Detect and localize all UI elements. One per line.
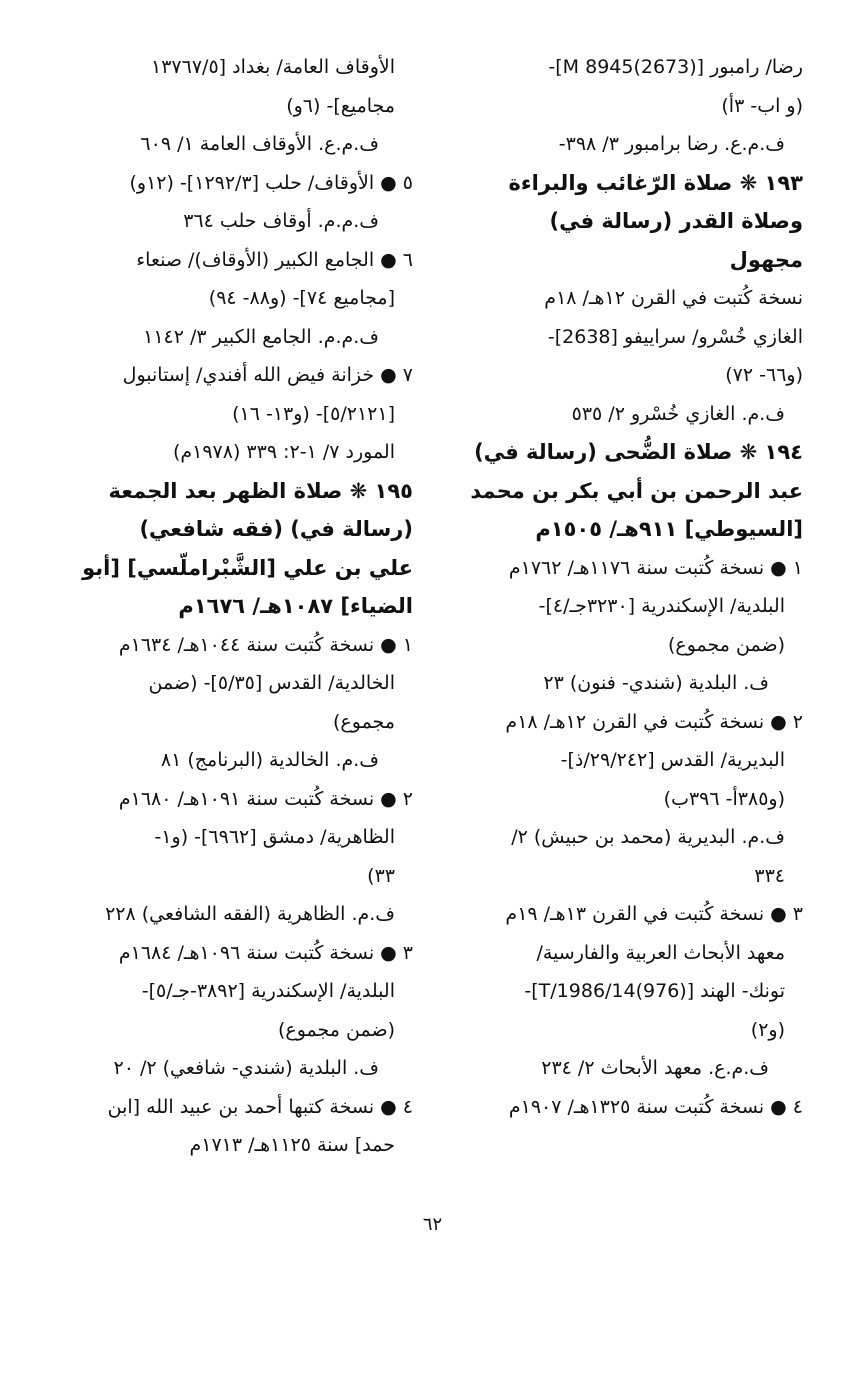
text-line: ف.م. الغازي خُسْرو ٢/ ٥٣٥: [571, 402, 785, 425]
text-line: الأوقاف العامة/ بغداد [١٣٧٦٧/٥: [151, 56, 395, 78]
entry-heading-line: [السيوطي] ٩١١هـ/ ١٥٠٥م: [535, 517, 803, 541]
text-line: مجاميع]- (٦و): [286, 94, 395, 117]
text-line: ٤ ● نسخة كُتبت سنة ١٣٢٥هـ/ ١٩٠٧م: [508, 1095, 803, 1118]
entry-heading-line: (رسالة في) (فقه شافعي): [139, 517, 413, 541]
text-line: ف. البلدية (شندي- فنون) ٢٣: [543, 672, 769, 694]
text-line: (و٦٦- ٧٢): [725, 364, 803, 386]
text-line: ف.م. البديرية (محمد بن حبيش) ٢/: [511, 826, 785, 848]
text-line: ٣ ● نسخة كُتبت في القرن ١٣هـ/ ١٩م: [505, 903, 803, 925]
text-line: ٣٣): [367, 864, 395, 887]
text-line: ٧ ● خزانة فيض الله أفندي/ إستانبول: [122, 364, 413, 386]
text-line: معهد الأبحاث العربية والفارسية/: [536, 941, 785, 964]
text-line: الخالدية/ القدس [٥/٣٥]- (ضمن: [148, 672, 395, 694]
text-line: [٥/٢١٢١]- (و١٣- ١٦): [232, 402, 395, 425]
text-line: (و اب- ٣أ): [721, 94, 803, 117]
text-line: الظاهرية/ دمشق [٦٩٦٢]- (و١-: [154, 826, 395, 848]
text-line: ٤ ● نسخة كتبها أحمد بن عبيد الله [ابن: [107, 1095, 413, 1118]
text-line: ٦ ● الجامع الكبير (الأوقاف)/ صنعاء: [136, 248, 413, 271]
right-column: [445, 48, 803, 1126]
text-line: المورد ٧/ ١-٢: ٣٣٩ (١٩٧٨م): [172, 441, 395, 463]
text-line: مجموع): [333, 710, 395, 733]
entry-heading-line: ١٩٥ ❋ صلاة الظهر بعد الجمعة: [108, 478, 413, 503]
text-line: (ضمن مجموع): [667, 633, 785, 656]
text-line: ١ ● نسخة كُتبت سنة ١٠٤٤هـ/ ١٦٣٤م: [118, 633, 413, 656]
entry-heading-line: علي بن علي [الشَّبْراملّسي] [أبو: [82, 555, 413, 580]
entry-heading-line: عبد الرحمن بن أبي بكر بن محمد: [470, 478, 803, 503]
entry-heading-line: وصلاة القدر (رسالة في): [549, 209, 803, 233]
text-line: ف. البلدية (شندي- شافعي) ٢/ ٢٠: [113, 1057, 379, 1079]
text-line: ٢ ● نسخة كُتبت سنة ١٠٩١هـ/ ١٦٨٠م: [118, 787, 413, 810]
text-line: نسخة كُتبت في القرن ١٢هـ/ ١٨م: [544, 287, 803, 309]
text-line: (ضمن مجموع): [277, 1018, 395, 1041]
text-line: رضا/ رامبور [M 8945(2673)]-: [548, 56, 803, 78]
text-line: ٥ ● الأوقاف/ حلب [١٢٩٢/٣]- (١٢و): [129, 171, 413, 194]
text-line: ٣٣٤: [754, 864, 785, 887]
text-line: ف.م.م. أوقاف حلب ٣٦٤: [183, 210, 379, 232]
text-line: ف.م.م. الجامع الكبير ٣/ ١١٤٢: [143, 325, 379, 348]
text-line: تونك- الهند [T/1986/14(976)]-: [524, 980, 785, 1002]
text-line: ف.م.ع. معهد الأبحاث ٢/ ٢٣٤: [541, 1057, 769, 1079]
left-column: [43, 48, 413, 1165]
text-line: البلدية/ الإسكندرية [٣٢٣٠جـ/٤]-: [538, 595, 785, 617]
text-line: ف.م.ع. الأوقاف العامة ١/ ٦٠٩: [140, 133, 379, 155]
text-line: البلدية/ الإسكندرية [٣٨٩٢-جـ/٥]-: [141, 980, 395, 1002]
text-line: ٣ ● نسخة كُتبت سنة ١٠٩٦هـ/ ١٦٨٤م: [118, 941, 413, 964]
text-line: البديرية/ القدس [٢٩/٢٤٢/ذ]-: [560, 749, 785, 771]
text-line: ١ ● نسخة كُتبت سنة ١١٧٦هـ/ ١٧٦٢م: [508, 556, 803, 579]
text-line: ف.م. الخالدية (البرنامج) ٨١: [160, 749, 379, 771]
text-line: ف.م.ع. رضا برامبور ٣/ ٣٩٨-: [558, 133, 785, 155]
text-line: (و٢): [750, 1018, 785, 1041]
entry-heading-line: الضياء] ١٠٨٧هـ/ ١٦٧٦م: [178, 594, 413, 618]
text-line: الغازي خُسْرو/ سراييفو [2638]-: [547, 325, 803, 348]
page-number: ٦٢: [422, 1214, 443, 1235]
text-line: ٢ ● نسخة كُتبت في القرن ١٢هـ/ ١٨م: [505, 710, 803, 733]
text-line: [مجاميع ٧٤]- (و٨٨- ٩٤): [208, 287, 395, 309]
entry-heading-line: ١٩٣ ❋ صلاة الرّغائب والبراءة: [508, 170, 803, 195]
text-line: ف.م. الظاهرية (الفقه الشافعي) ٢٢٨: [105, 903, 395, 925]
entry-heading-line: ١٩٤ ❋ صلاة الضُّحى (رسالة في): [474, 440, 803, 464]
entry-heading-line: مجهول: [729, 247, 803, 272]
text-line: حمد] سنة ١١٢٥هـ/ ١٧١٣م: [189, 1134, 395, 1156]
text-line: (و٣٨٥أ- ٣٩٦ب): [663, 787, 785, 810]
